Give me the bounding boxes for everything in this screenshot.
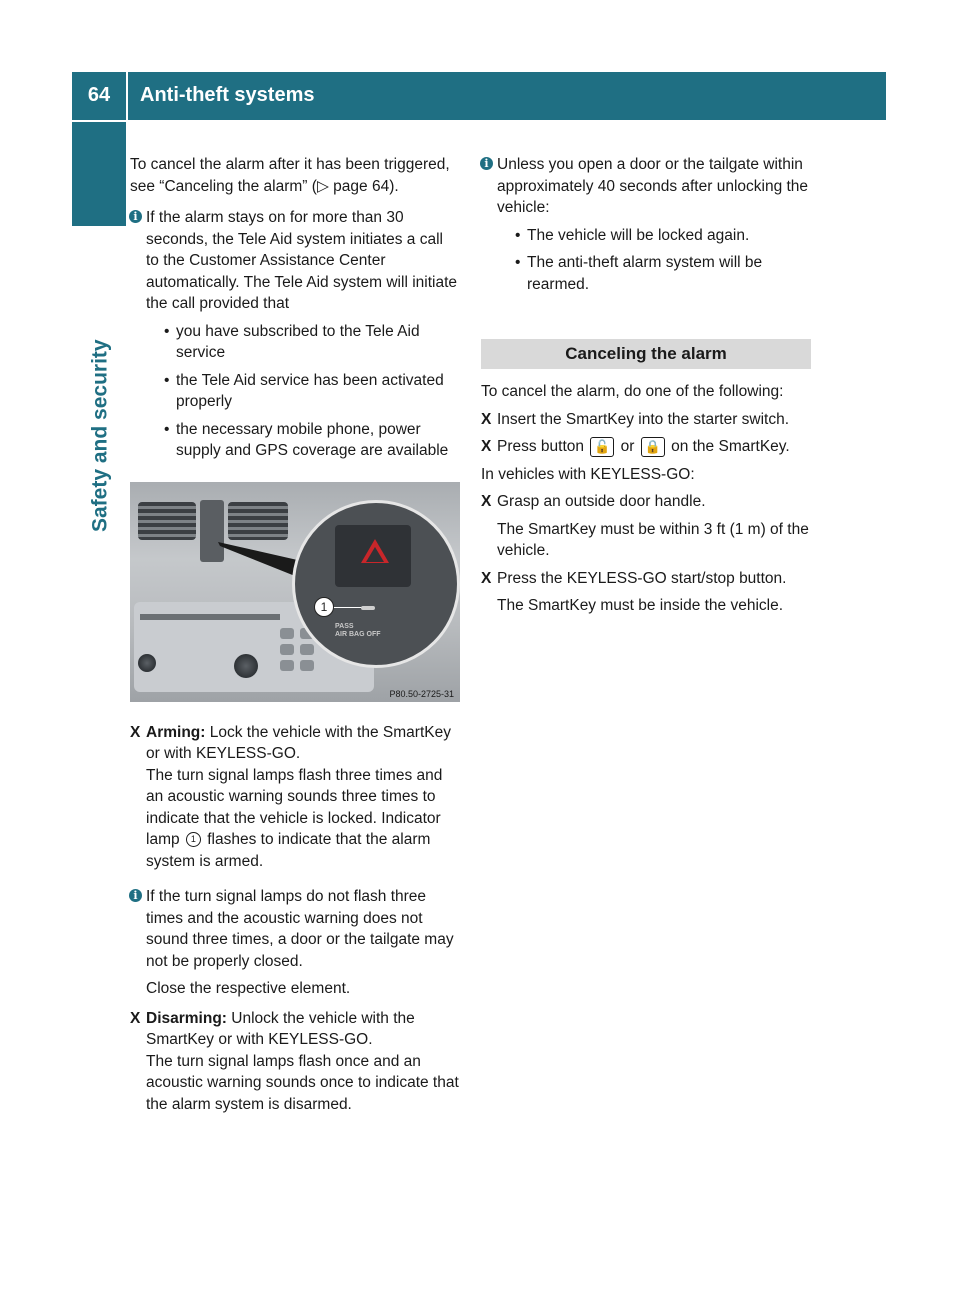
right-column [481, 154, 813, 617]
info-note-turn-signal [130, 886, 460, 1000]
figure-code: P80.50-2725-31 [389, 688, 454, 699]
cd-slot [140, 614, 280, 620]
sidebar-section-label: Safety and security [88, 339, 112, 532]
step-marker-icon: X [481, 410, 492, 428]
info-icon: i [129, 210, 142, 223]
step-press-button: X Press button 🔓 or 🔒 on the SmartKey. [481, 436, 813, 458]
info-icon: i [129, 889, 142, 902]
step-door-handle: X Grasp an outside door handle. The SmartKey must be within 3 ft (1 m) of the vehicle. [481, 493, 809, 559]
step-marker-icon: X [481, 493, 492, 510]
callout-marker: 1 [314, 597, 334, 617]
step-arming: X Arming: Lock the vehicle with the SmartKey or with KEYLESS-GO. The turn signal lamps flash three times and an acoustic warning sounds three times to indicate that the vehicle is locked. Indicator lamp 1 flashes to indicate that the alarm system is armed. [130, 723, 451, 870]
section-intro: To cancel the alarm, do one of the following: [481, 383, 784, 400]
list-item: • the Tele Aid service has been activated properly [146, 370, 460, 413]
note-text: If the turn signal lamps do not flash three times and the acoustic warning does not sound three times, a door or the tailgate may not be properly closed. [146, 888, 454, 970]
note-text: If the alarm stays on for more than 30 seconds, the Tele Aid system initiates a call to the Customer Assistance Center automatically. The Tele Aid system will initiate the call provided that [146, 209, 457, 312]
indicator-lamp [361, 606, 375, 610]
control-knob [138, 654, 156, 672]
intro-text: To cancel the alarm after it has been triggered, see “Canceling the alarm” (▷ page 64). [130, 156, 450, 195]
sidebar-tab [72, 122, 126, 226]
step-start-stop: X Press the KEYLESS-GO start/stop button. The SmartKey must be inside the vehicle. [481, 569, 787, 614]
airbag-label: PASS AIR BAG OFF [335, 622, 381, 638]
page-header [72, 72, 886, 120]
note-followup: Close the respective element. [146, 980, 351, 997]
section-heading: Canceling the alarm [481, 339, 811, 369]
info-note-relock [481, 154, 813, 295]
callout-marker: 1 [186, 832, 201, 847]
volume-knob [234, 654, 258, 678]
zoom-inset [292, 500, 460, 668]
step-marker-icon: X [481, 569, 492, 587]
unlock-button-icon: 🔓 [590, 437, 614, 457]
step-label: Disarming: [146, 1009, 227, 1027]
dashboard-figure [130, 482, 460, 702]
list-item: • The vehicle will be locked again. [497, 225, 813, 247]
step-marker-icon: X [130, 1009, 141, 1027]
info-note-tele-aid [130, 207, 460, 462]
info-icon: i [480, 157, 493, 170]
note-text: Unless you open a door or the tailgate within approximately 40 seconds after unlocking the vehicle: [497, 156, 809, 216]
list-item: • The anti-theft alarm system will be rearmed. [497, 252, 813, 295]
chapter-title: Anti-theft systems [140, 84, 315, 107]
keyless-intro: In vehicles with KEYLESS-GO: [481, 465, 695, 483]
step-marker-icon: X [130, 723, 141, 741]
list-item: • you have subscribed to the Tele Aid service [146, 321, 460, 364]
lock-button-icon: 🔒 [641, 437, 665, 457]
hazard-button [335, 525, 411, 587]
left-column [130, 154, 460, 1115]
list-item: • the necessary mobile phone, power supply and GPS coverage are available [146, 419, 460, 462]
step-marker-icon: X [481, 438, 492, 455]
step-disarming: X Disarming: Unlock the vehicle with the SmartKey or with KEYLESS-GO. The turn signal lamps flash once and an acoustic warning sounds once to indicate that the alarm system is disarmed. [130, 1009, 459, 1113]
step-insert-key: X Insert the SmartKey into the starter switch. [481, 409, 813, 431]
page-number: 64 [72, 72, 128, 120]
step-label: Arming: [146, 723, 206, 741]
